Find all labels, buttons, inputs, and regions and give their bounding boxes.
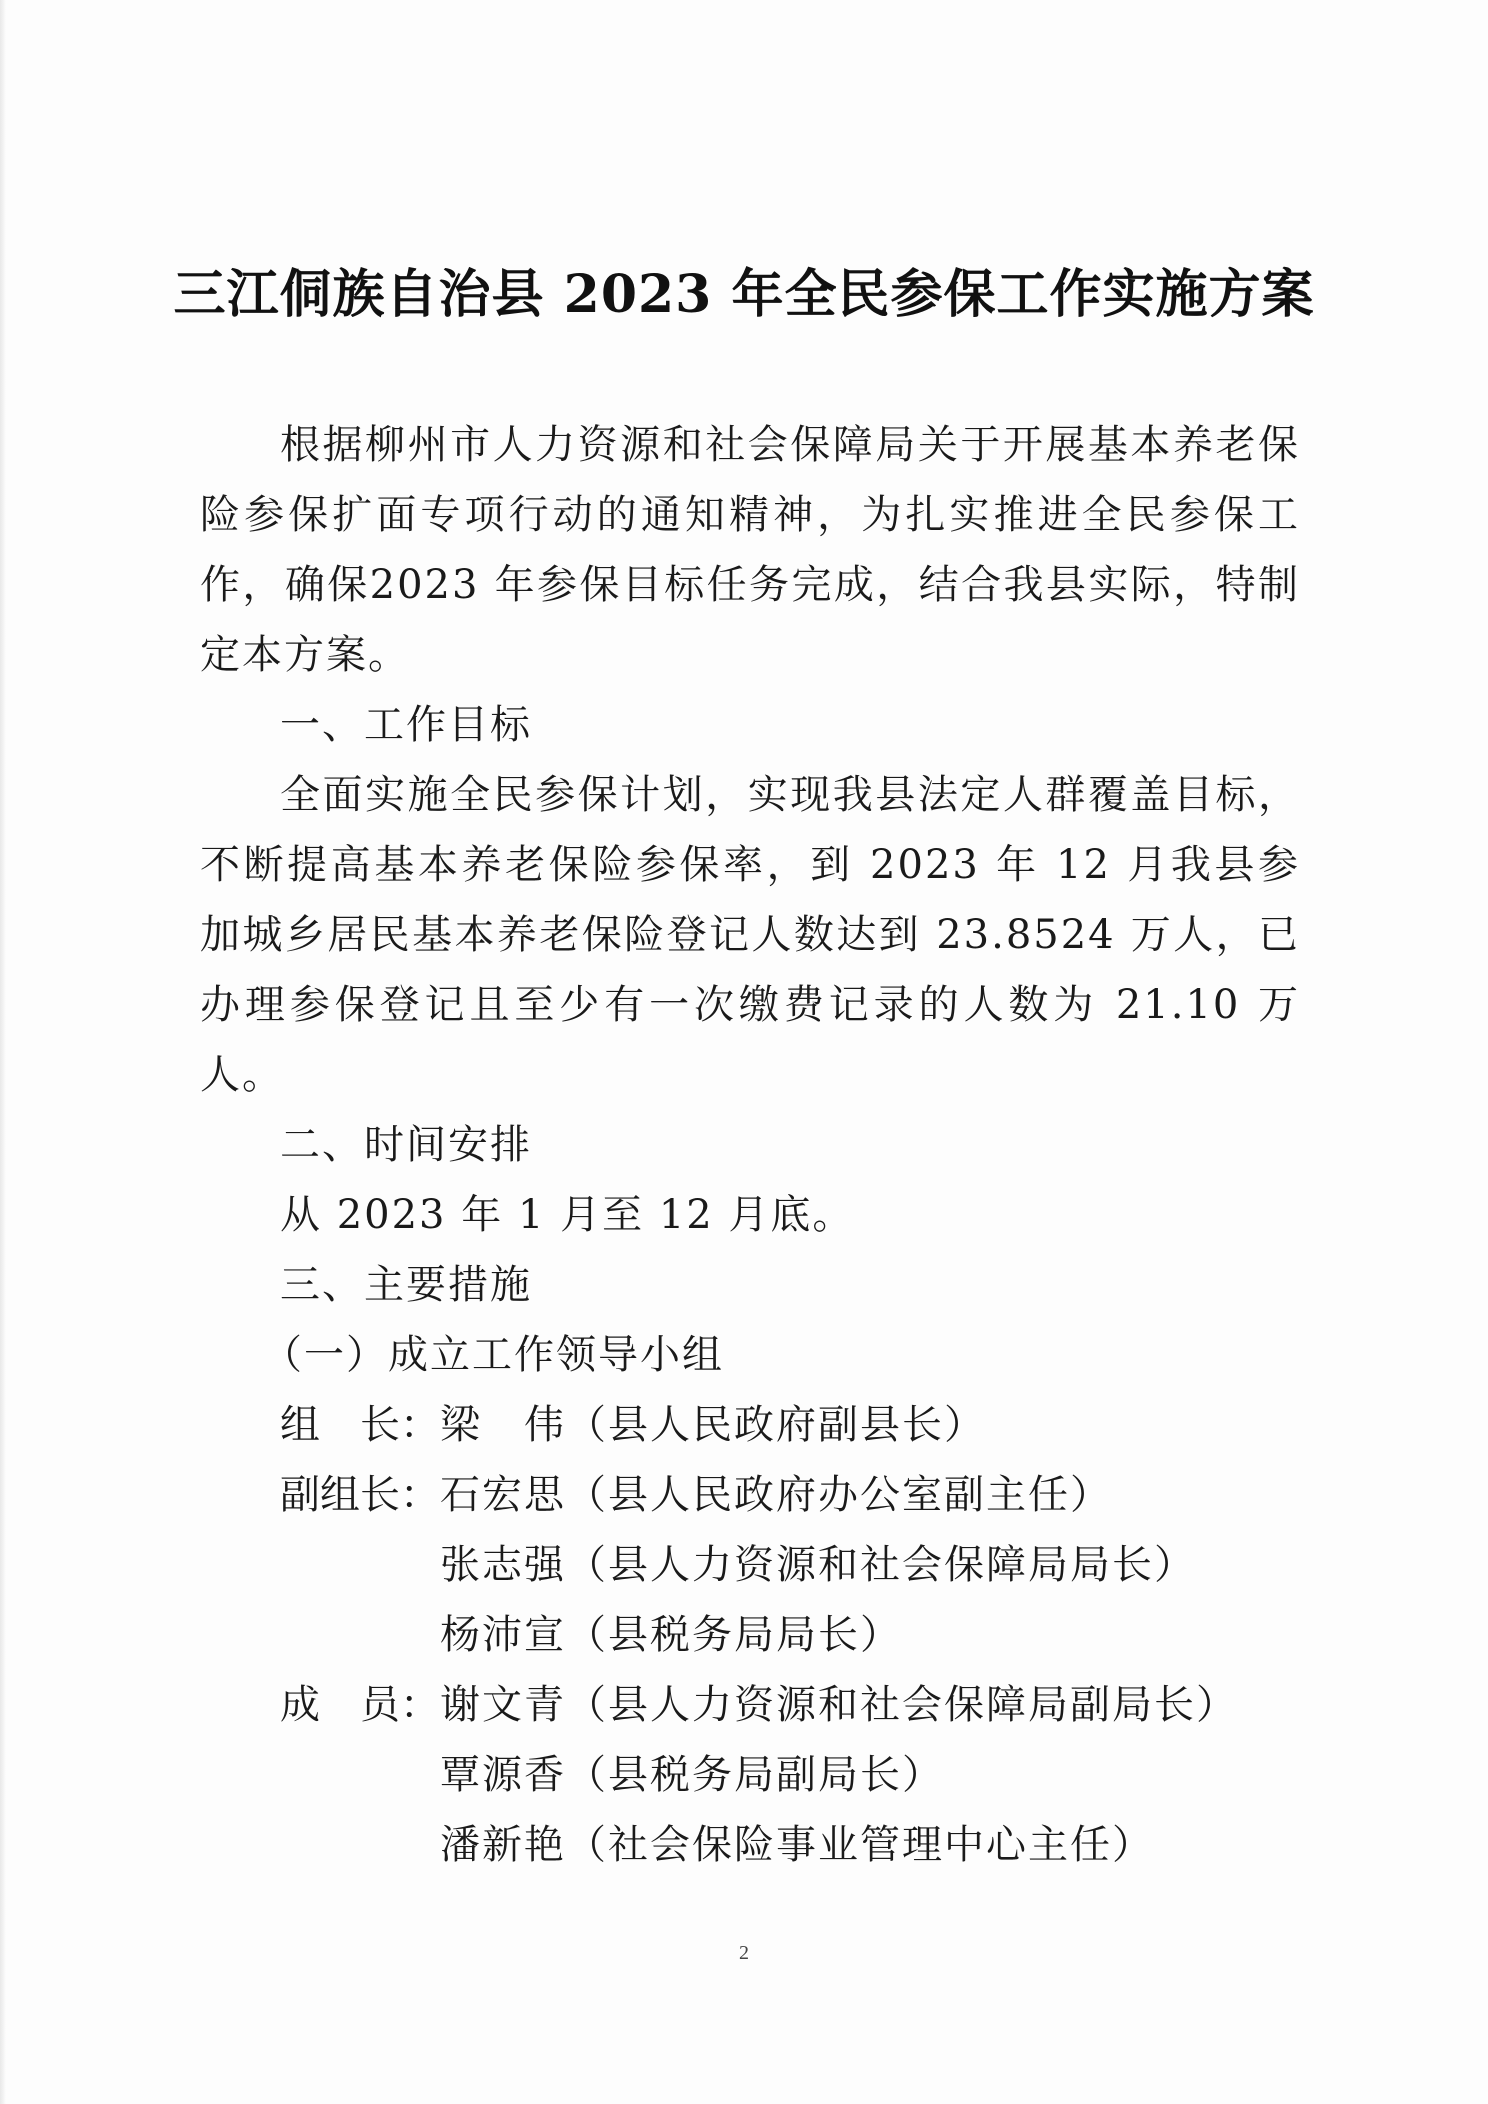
document-title: 三江侗族自治县 2023 年全民参保工作实施方案 bbox=[173, 264, 1315, 325]
page-number: 2 bbox=[739, 1942, 749, 1964]
intro-paragraph: 根据柳州市人力资源和社会保障局关于开展基本养老保险参保扩面专项行动的通知精神，为扎实推进全民参保工作，确保2023 年参保目标任务完成，结合我县实际，特制定本方案。 bbox=[200, 422, 1300, 678]
section-2-paragraph: 从 2023 年 1 月至 12 月底。 bbox=[280, 1192, 855, 1238]
leader-role-label: 组 长： bbox=[280, 1402, 440, 1448]
deputy-row bbox=[200, 1600, 1300, 1670]
deputy-name: 石宏思（县人民政府办公室副主任） bbox=[440, 1472, 1112, 1518]
member-name: 潘新艳（社会保险事业管理中心主任） bbox=[440, 1822, 1154, 1868]
member-row bbox=[200, 1740, 1300, 1810]
leader-name: 梁 伟（县人民政府副县长） bbox=[440, 1402, 986, 1448]
member-role-label: 成 员： bbox=[280, 1682, 440, 1728]
deputy-row bbox=[200, 1460, 1300, 1530]
leader-row bbox=[200, 1390, 1300, 1460]
deputy-name: 杨沛宣（县税务局局长） bbox=[440, 1612, 902, 1658]
section-3-heading: 三、主要措施 bbox=[280, 1262, 532, 1308]
member-row bbox=[200, 1810, 1300, 1880]
section-1-paragraph: 全面实施全民参保计划，实现我县法定人群覆盖目标，不断提高基本养老保险参保率，到 2023 年 12 月我县参加城乡居民基本养老保险登记人数达到 23.8524 万人，已办理参保登记且至少有一次缴费记录的人数为 21.10 万人。 bbox=[200, 772, 1300, 1098]
deputy-row bbox=[200, 1530, 1300, 1600]
member-row bbox=[200, 1670, 1300, 1740]
deputy-name: 张志强（县人力资源和社会保障局局长） bbox=[440, 1542, 1196, 1588]
member-name: 覃源香（县税务局副局长） bbox=[440, 1752, 944, 1798]
deputy-role-label: 副组长： bbox=[280, 1472, 440, 1518]
member-name: 谢文青（县人力资源和社会保障局副局长） bbox=[440, 1682, 1238, 1728]
section-2-heading: 二、时间安排 bbox=[280, 1122, 532, 1168]
document-body bbox=[200, 410, 1300, 1880]
section-1-heading: 一、工作目标 bbox=[280, 702, 532, 748]
subsection-1-heading: （一）成立工作领导小组 bbox=[262, 1332, 724, 1378]
